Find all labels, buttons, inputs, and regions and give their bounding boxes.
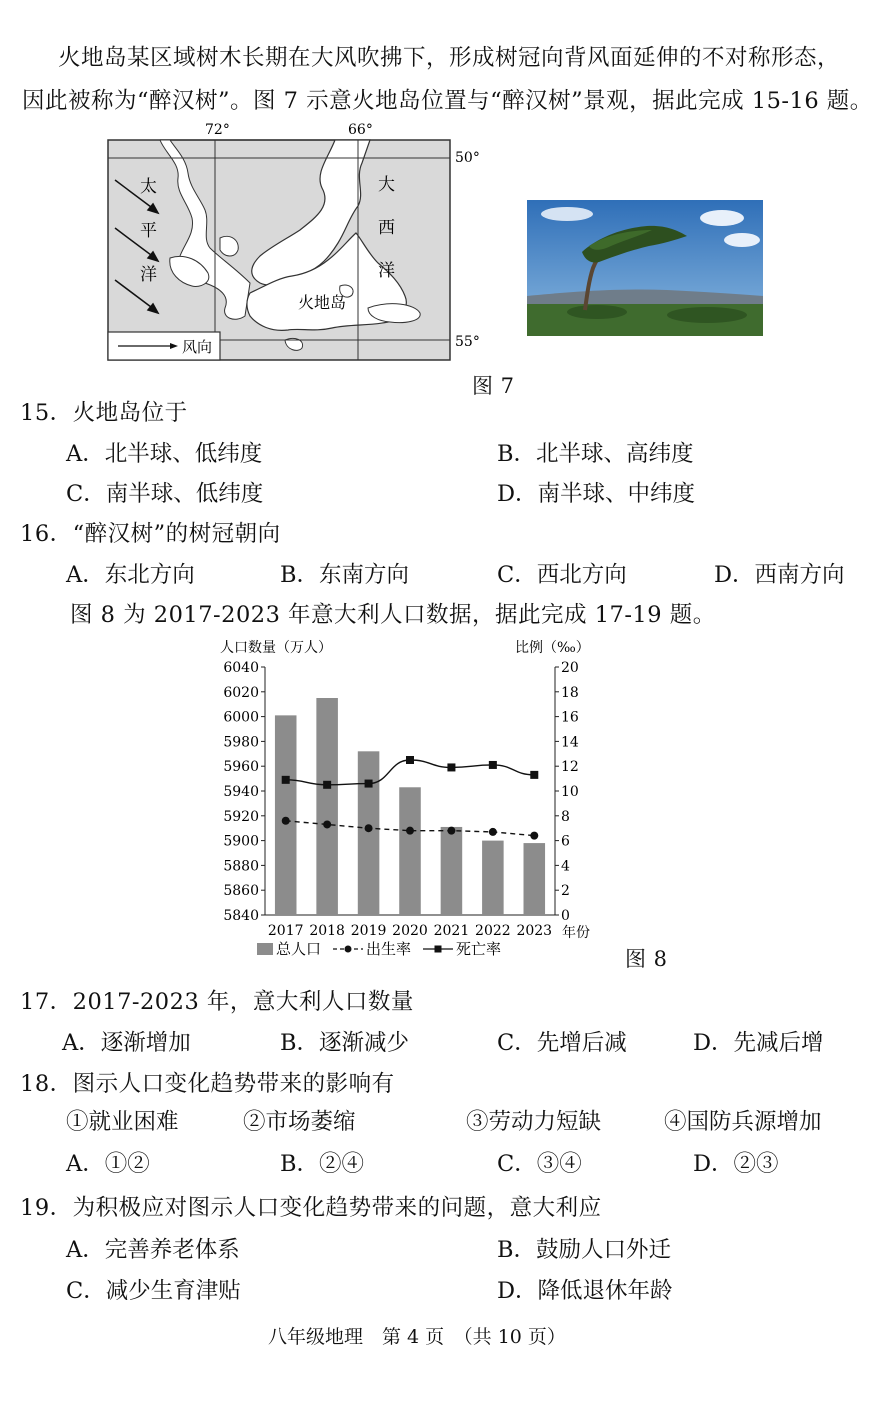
intro-line-2: 因此被称为“醉汉树”。图 7 示意火地岛位置与“醉汉树”景观，据此完成 15-16 题。 bbox=[22, 88, 873, 114]
death-rate-point bbox=[365, 780, 373, 788]
population-bar bbox=[482, 841, 504, 915]
y-tick-label: 5940 bbox=[223, 784, 259, 800]
population-bar bbox=[316, 698, 338, 915]
y2-tick-label: 16 bbox=[561, 709, 579, 726]
y2-tick-label: 12 bbox=[561, 759, 579, 776]
birth-rate-point bbox=[365, 824, 373, 832]
intro-line-1: 火地岛某区域树木长期在大风吹拂下，形成树冠向背风面延伸的不对称形态， bbox=[58, 45, 841, 71]
lat-55-label: 55° bbox=[455, 334, 480, 350]
q17-option-a[interactable]: A．逐渐增加 bbox=[62, 1030, 191, 1056]
y2-tick-label: 18 bbox=[561, 684, 579, 701]
q17-option-c[interactable]: C．先增后减 bbox=[497, 1030, 627, 1056]
death-rate-point bbox=[489, 761, 497, 769]
x-tick-label: 2017 bbox=[267, 923, 304, 939]
population-bar bbox=[358, 751, 380, 915]
q19-option-b[interactable]: B．鼓励人口外迁 bbox=[497, 1237, 672, 1263]
legend-wind-label: 风向 bbox=[182, 338, 213, 356]
figure-7-caption: 图 7 bbox=[472, 374, 515, 398]
legend-swatch-population bbox=[257, 943, 273, 955]
y2-tick-label: 20 bbox=[561, 660, 579, 676]
pacific-label-3: 洋 bbox=[140, 265, 157, 285]
drunken-tree-photo bbox=[527, 200, 763, 336]
y-tick-label: 5900 bbox=[223, 833, 259, 850]
population-bar bbox=[441, 827, 463, 915]
q16-option-d[interactable]: D．西南方向 bbox=[714, 562, 845, 588]
birth-rate-point bbox=[447, 827, 455, 835]
x-tick-label: 2018 bbox=[309, 923, 345, 939]
lon-66-label: 66° bbox=[348, 122, 373, 138]
q17-option-b[interactable]: B．逐渐减少 bbox=[280, 1030, 410, 1056]
death-rate-point bbox=[282, 776, 290, 784]
y-tick-label: 5880 bbox=[223, 858, 259, 875]
figure-8-caption: 图 8 bbox=[625, 947, 668, 971]
island-label: 火地岛 bbox=[298, 293, 347, 312]
atlantic-label-3: 洋 bbox=[378, 261, 395, 281]
birth-rate-point bbox=[323, 820, 331, 828]
legend-label: 总人口 bbox=[276, 940, 322, 958]
pacific-label-1: 太 bbox=[140, 177, 157, 197]
death-rate-point bbox=[530, 771, 538, 779]
x-axis-label: 年份 bbox=[562, 925, 590, 941]
death-rate-point bbox=[323, 781, 331, 789]
y2-tick-label: 10 bbox=[561, 784, 579, 800]
y-tick-label: 5980 bbox=[223, 734, 259, 751]
y2-tick-label: 2 bbox=[561, 883, 570, 900]
q18-option-b[interactable]: B．②④ bbox=[280, 1151, 365, 1177]
q15-stem: 15．火地岛位于 bbox=[20, 400, 188, 426]
y-tick-label: 5860 bbox=[223, 883, 259, 900]
y2-axis-label: 比例（‰） bbox=[515, 640, 590, 656]
x-tick-label: 2019 bbox=[350, 923, 387, 939]
q17-stem: 17．2017-2023 年，意大利人口数量 bbox=[20, 989, 414, 1015]
q18-item-3: ③劳动力短缺 bbox=[466, 1109, 602, 1135]
birth-rate-point bbox=[406, 827, 414, 835]
y2-tick-label: 0 bbox=[561, 908, 570, 924]
pacific-label-2: 平 bbox=[140, 221, 157, 241]
q18-option-c[interactable]: C．③④ bbox=[497, 1151, 582, 1177]
italy-population-chart bbox=[210, 632, 600, 967]
y2-tick-label: 4 bbox=[561, 858, 570, 875]
y-tick-label: 5840 bbox=[223, 908, 259, 924]
page-footer: 八年级地理 第 4 页 （共 10 页） bbox=[268, 1326, 566, 1348]
birth-rate-point bbox=[530, 832, 538, 840]
legend-label: 出生率 bbox=[366, 940, 412, 958]
y-tick-label: 6000 bbox=[223, 709, 259, 726]
q15-option-b[interactable]: B．北半球、高纬度 bbox=[497, 441, 694, 467]
tierra-del-fuego-map bbox=[100, 118, 480, 368]
q18-option-d[interactable]: D．②③ bbox=[693, 1151, 779, 1177]
population-bar bbox=[524, 843, 546, 915]
q18-option-a[interactable]: A．①② bbox=[66, 1151, 150, 1177]
y-tick-label: 6040 bbox=[223, 660, 259, 676]
lon-72-label: 72° bbox=[205, 122, 230, 138]
birth-rate-point bbox=[489, 828, 497, 836]
q16-stem: 16．“醉汉树”的树冠朝向 bbox=[20, 521, 281, 547]
y-axis-label: 人口数量（万人） bbox=[220, 640, 332, 656]
population-bar bbox=[275, 715, 297, 915]
q15-option-a[interactable]: A．北半球、低纬度 bbox=[66, 441, 263, 467]
y-tick-label: 6020 bbox=[223, 684, 259, 701]
legend-marker-birth bbox=[345, 946, 352, 953]
x-tick-label: 2020 bbox=[392, 923, 428, 939]
death-rate-point bbox=[406, 756, 414, 764]
q19-stem: 19．为积极应对图示人口变化趋势带来的问题，意大利应 bbox=[20, 1195, 602, 1221]
q18-item-4: ④国防兵源增加 bbox=[664, 1109, 822, 1135]
intro-2: 图 8 为 2017-2023 年意大利人口数据，据此完成 17-19 题。 bbox=[70, 602, 716, 628]
y-tick-label: 5920 bbox=[223, 808, 259, 825]
lat-50-label: 50° bbox=[455, 150, 480, 166]
atlantic-label-2: 西 bbox=[378, 218, 395, 238]
q18-stem: 18．图示人口变化趋势带来的影响有 bbox=[20, 1071, 395, 1097]
q16-option-c[interactable]: C．西北方向 bbox=[497, 562, 627, 588]
q15-option-d[interactable]: D．南半球、中纬度 bbox=[497, 481, 696, 507]
x-tick-label: 2022 bbox=[475, 923, 511, 939]
q15-option-c[interactable]: C．南半球、低纬度 bbox=[66, 481, 264, 507]
q18-item-1: ①就业困难 bbox=[66, 1109, 179, 1135]
y2-tick-label: 8 bbox=[561, 808, 570, 825]
q17-option-d[interactable]: D．先减后增 bbox=[693, 1030, 824, 1056]
death-rate-point bbox=[447, 763, 455, 771]
q16-option-a[interactable]: A．东北方向 bbox=[66, 562, 195, 588]
legend-label: 死亡率 bbox=[456, 940, 502, 958]
population-bar bbox=[399, 787, 421, 915]
x-tick-label: 2021 bbox=[433, 923, 470, 939]
q19-option-a[interactable]: A．完善养老体系 bbox=[66, 1237, 240, 1263]
y2-tick-label: 14 bbox=[561, 734, 579, 751]
y2-tick-label: 6 bbox=[561, 833, 570, 850]
atlantic-label-1: 大 bbox=[378, 175, 395, 195]
q18-item-2: ②市场萎缩 bbox=[243, 1109, 356, 1135]
q19-option-c[interactable]: C．减少生育津贴 bbox=[66, 1278, 241, 1304]
birth-rate-point bbox=[282, 817, 290, 825]
x-tick-label: 2023 bbox=[516, 923, 553, 939]
legend-marker-death bbox=[435, 946, 442, 953]
q16-option-b[interactable]: B．东南方向 bbox=[280, 562, 410, 588]
y-tick-label: 5960 bbox=[223, 759, 259, 776]
q19-option-d[interactable]: D．降低退休年龄 bbox=[497, 1278, 673, 1304]
